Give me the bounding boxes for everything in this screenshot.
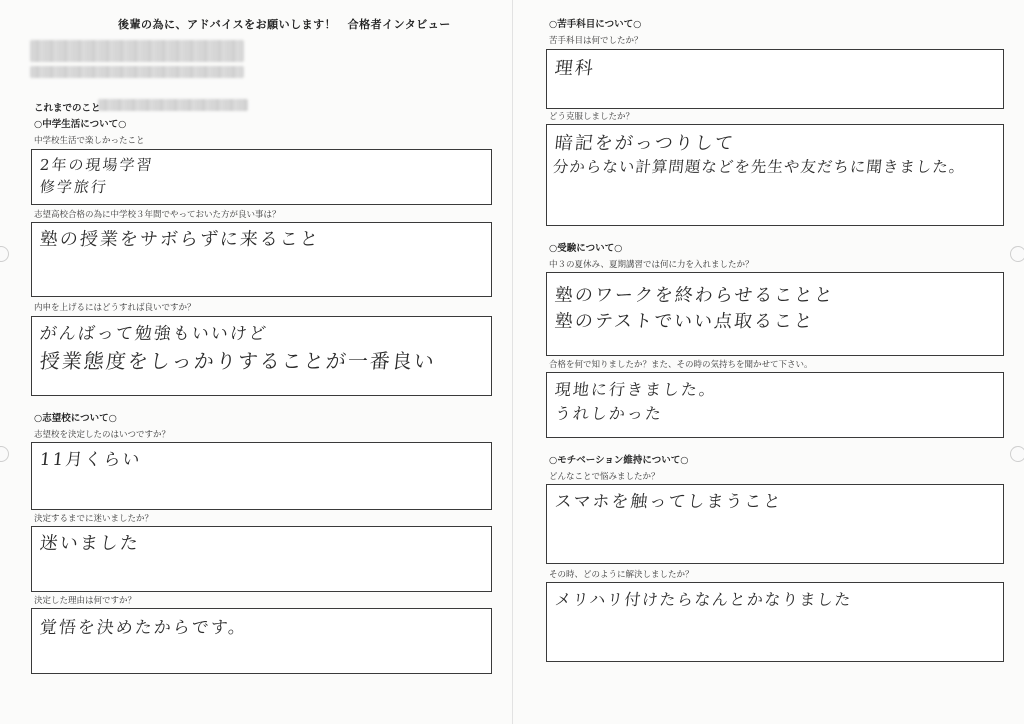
answer-box-hesitated	[31, 526, 492, 592]
answer-box-reason	[31, 608, 492, 674]
answer-text: 11月くらい	[38, 450, 143, 470]
answer-box-weak-subject	[546, 49, 1004, 109]
heading-weak-subject: ○苦手科目について○	[549, 19, 642, 30]
answer-text: スマホを触ってしまうこと	[553, 492, 784, 512]
binder-hole	[0, 246, 9, 262]
answer-text: 迷いました	[38, 533, 141, 554]
question-solution: その時、どのように解決しましたか？	[549, 570, 694, 580]
answer-text: 覚悟を決めたからです。	[38, 618, 249, 638]
answer-text: 理科	[553, 58, 596, 79]
answer-box-result	[546, 372, 1004, 438]
answer-text: 塾のテストでいい点取ること	[553, 311, 816, 332]
page-title: 後輩の為に、アドバイスをお願いします！ 合格者インタビュー	[118, 18, 451, 31]
question-enjoyable: 中学校生活で楽しかったこと	[34, 136, 145, 146]
answer-box-preparation	[31, 222, 492, 297]
question-result: 合格を何で知りましたか？また、その時の気持ちを聞かせて下さい。	[549, 360, 813, 370]
binder-hole	[1010, 446, 1024, 462]
answer-text: 塾のワークを終わらせることと	[553, 285, 836, 306]
redacted-school-block	[30, 66, 244, 78]
answer-box-worries	[546, 484, 1004, 564]
answer-text: 授業態度をしっかりすることが一番良い	[38, 349, 438, 373]
answer-box-enjoyable	[31, 149, 492, 205]
answer-text: うれしかった	[553, 404, 664, 423]
binder-hole	[0, 446, 9, 462]
question-worries: どんなことで悩みましたか？	[549, 472, 660, 482]
question-weak-subject: 苦手科目は何でしたか？	[549, 36, 643, 46]
redacted-name-block	[30, 40, 244, 62]
heading-exam: ○受験について○	[549, 243, 623, 254]
question-reason: 決定した理由は何ですか？	[34, 596, 137, 606]
question-grades: 内申を上げるにはどうすれば良いですか？	[34, 303, 196, 313]
section-heading-history: これまでのこと	[34, 103, 101, 114]
answer-text: 2年の現場学習	[39, 156, 155, 174]
answer-box-overcome	[546, 124, 1004, 226]
answer-text: 塾の授業をサボらずに来ること	[38, 229, 321, 250]
question-overcome: どう克服しましたか？	[549, 112, 635, 122]
redacted-heading-block	[98, 99, 248, 111]
answer-text: 分からない計算問題などを先生や友だちに聞きました。	[551, 158, 967, 176]
question-summer-course: 中３の夏休み、夏期講習では何に力を入れましたか？	[549, 260, 754, 270]
answer-text: 暗記をがっつりして	[553, 133, 736, 154]
answer-text: 現地に行きました。	[553, 380, 718, 399]
question-hesitated: 決定するまでに迷いましたか？	[34, 514, 154, 524]
question-preparation: 志望高校合格の為に中学校３年間でやっておいた方が良い事は？	[34, 210, 281, 220]
answer-box-decided-when	[31, 442, 492, 510]
answer-text: 修学旅行	[39, 178, 109, 196]
question-decided-when: 志望校を決定したのはいつですか？	[34, 430, 171, 440]
answer-box-solution	[546, 582, 1004, 662]
answer-box-grades	[31, 316, 492, 396]
binder-hole	[1010, 246, 1024, 262]
answer-text: がんばって勉強もいいけど	[38, 324, 269, 344]
answer-text: メリハリ付けたらなんとかなりました	[553, 590, 853, 609]
answer-box-summer-course	[546, 272, 1004, 356]
heading-middle-school: ○中学生活について○	[34, 119, 127, 130]
right-page	[512, 0, 1024, 724]
heading-motivation: ○モチベーション維持について○	[549, 455, 689, 466]
heading-target-school: ○志望校について○	[34, 413, 117, 424]
